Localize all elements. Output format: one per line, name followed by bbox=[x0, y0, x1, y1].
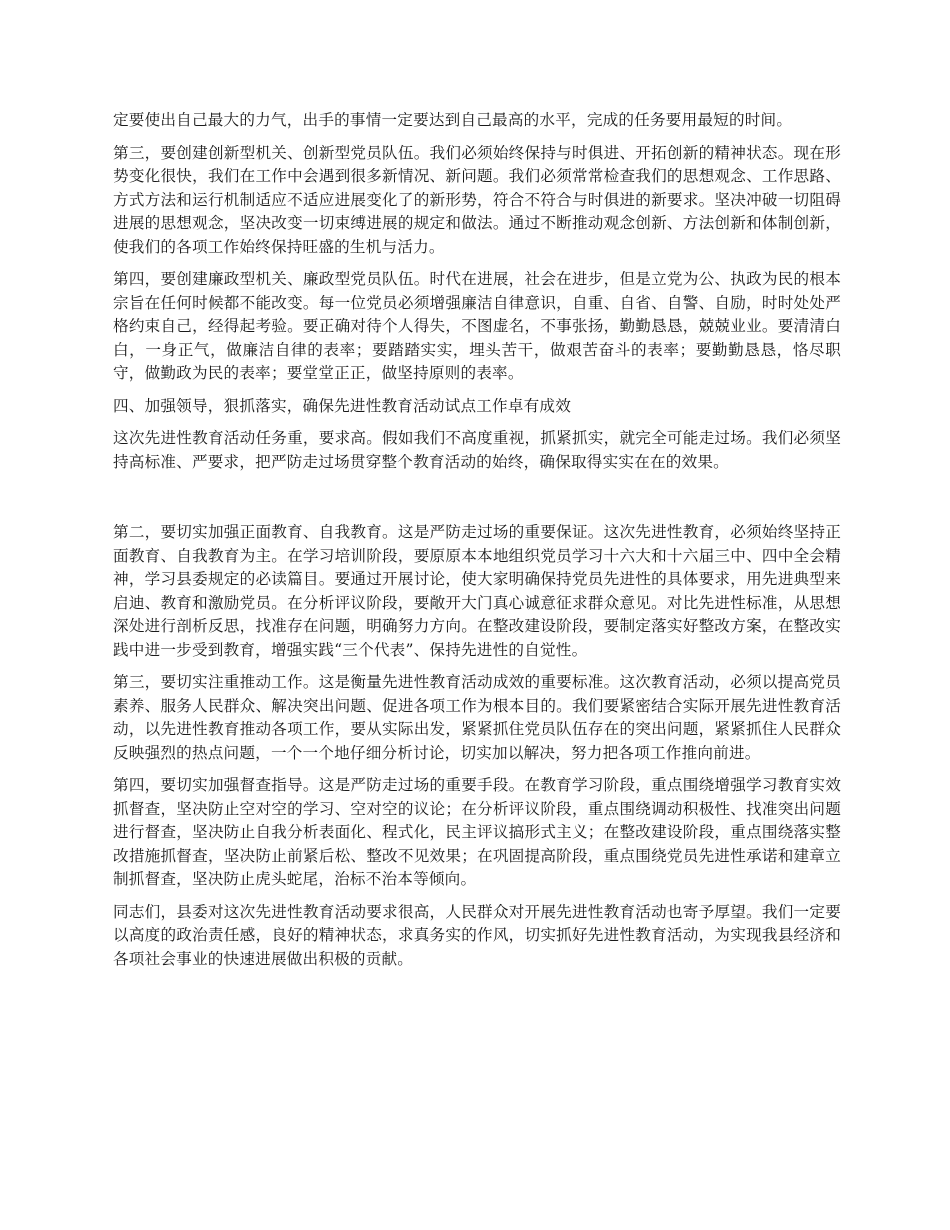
paragraph-gap bbox=[113, 892, 841, 901]
document-page bbox=[113, 109, 841, 971]
paragraph-gap bbox=[113, 418, 841, 427]
paragraph-second-education: 第二，要切实加强正面教育、自我教育。这是严防走过场的重要保证。这次先进性教育，必须始终坚持正面教育、自我教育为主。在学习培训阶段，要原原本本地组织党员学习十六大和十六届三中、四中全会精神，学习县委规定的必读篇目。要通过开展讨论，使大家明确保持党员先进性的具体要求，用先进典型来启迪、教育和激励党员。在分析评议阶段，要敞开大门真心诚意征求群众意见。对比先进性标准，从思想深处进行剖析反思，找准存在问题，明确努力方向。在整改建设阶段，要制定落实好整改方案，在整改实践中进一步受到教育，增强实践“三个代表”、保持先进性的自觉性。 bbox=[113, 523, 841, 659]
paragraph-gap bbox=[113, 133, 841, 142]
paragraph-intro-tail: 定要使出自己最大的力气，出手的事情一定要达到自己最高的水平，完成的任务要用最短的时间。 bbox=[113, 111, 793, 129]
paragraph-gap bbox=[113, 662, 841, 671]
paragraph-task-requirements: 这次先进性教育活动任务重，要求高。假如我们不高度重视，抓紧抓实，就完全可能走过场。我们必须坚持高标准、严要求，把严防走过场贯穿整个教育活动的始终，确保取得实实在在的效果。 bbox=[113, 429, 841, 471]
paragraph-gap bbox=[113, 259, 841, 268]
section-gap bbox=[113, 474, 841, 521]
paragraph-gap bbox=[113, 386, 841, 395]
paragraph-fourth-integrity: 第四，要创建廉政型机关、廉政型党员队伍。时代在进展，社会在进步，但是立党为公、执政为民的根本宗旨在任何时候都不能改变。每一位党员必须增强廉洁自律意识，自重、自省、自警、自励，时时处处严格约束自己，经得起考验。要正确对待个人得失，不图虚名，不事张扬，勤勤恳恳，兢兢业业。要清清白白，一身正气，做廉洁自律的表率；要踏踏实实，埋头苦干，做艰苦奋斗的表率；要勤勤恳恳，恪尽职守，做勤政为民的表率；要堂堂正正，做坚持原则的表率。 bbox=[113, 270, 841, 382]
section-heading-four: 四、加强领导，狠抓落实，确保先进性教育活动试点工作卓有成效 bbox=[113, 396, 572, 415]
paragraph-third-innovation: 第三，要创建创新型机关、创新型党员队伍。我们必须始终保持与时俱进、开拓创新的精神状态。现在形势变化很快，我们在工作中会遇到很多新情况、新问题。我们必须常常检查我们的思想观念、工作思路、方式方法和运行机制适应不适应进展变化了的新形势，符合不符合与时俱进的新要求。坚决冲破一切阻碍进展的思想观念，坚决改变一切束缚进展的规定和做法。通过不断推动观念创新、方法创新和体制创新，使我们的各项工作始终保持旺盛的生机与活力。 bbox=[113, 143, 841, 256]
paragraph-fourth-supervision: 第四，要切实加强督查指导。这是严防走过场的重要手段。在教育学习阶段，重点围绕增强学习教育实效抓督查，坚决防止空对空的学习、空对空的议论；在分析评议阶段，重点围绕调动积极性、找准突出问题进行督查，坚决防止自我分析表面化、程式化，民主评议搞形式主义；在整改建设阶段，重点围绕落实整改措施抓督查，坚决防止前紧后松、整改不见效果；在巩固提高阶段，重点围绕党员先进性承诺和建章立制抓督查，坚决防止虎头蛇尾，治标不治本等倾向。 bbox=[113, 776, 841, 888]
paragraph-third-work: 第三，要切实注重推动工作。这是衡量先进性教育活动成效的重要标准。这次教育活动，必须以提高党员素养、服务人民群众、解决突出问题、促进各项工作为根本目的。我们要紧密结合实际开展先进性教育活动，以先进性教育推动各项工作，要从实际出发，紧紧抓住党员队伍存在的突出问题，紧紧抓住人民群众反映强烈的热点问题，一个一个地仔细分析讨论，切实加以解决，努力把各项工作推向前进。 bbox=[113, 673, 841, 762]
paragraph-gap bbox=[113, 765, 841, 774]
paragraph-closing: 同志们，县委对这次先进性教育活动要求很高，人民群众对开展先进性教育活动也寄予厚望。我们一定要以高度的政治责任感，良好的精神状态，求真务实的作风，切实抓好先进性教育活动，为实现我县经济和各项社会事业的快速进展做出积极的贡献。 bbox=[113, 902, 841, 968]
